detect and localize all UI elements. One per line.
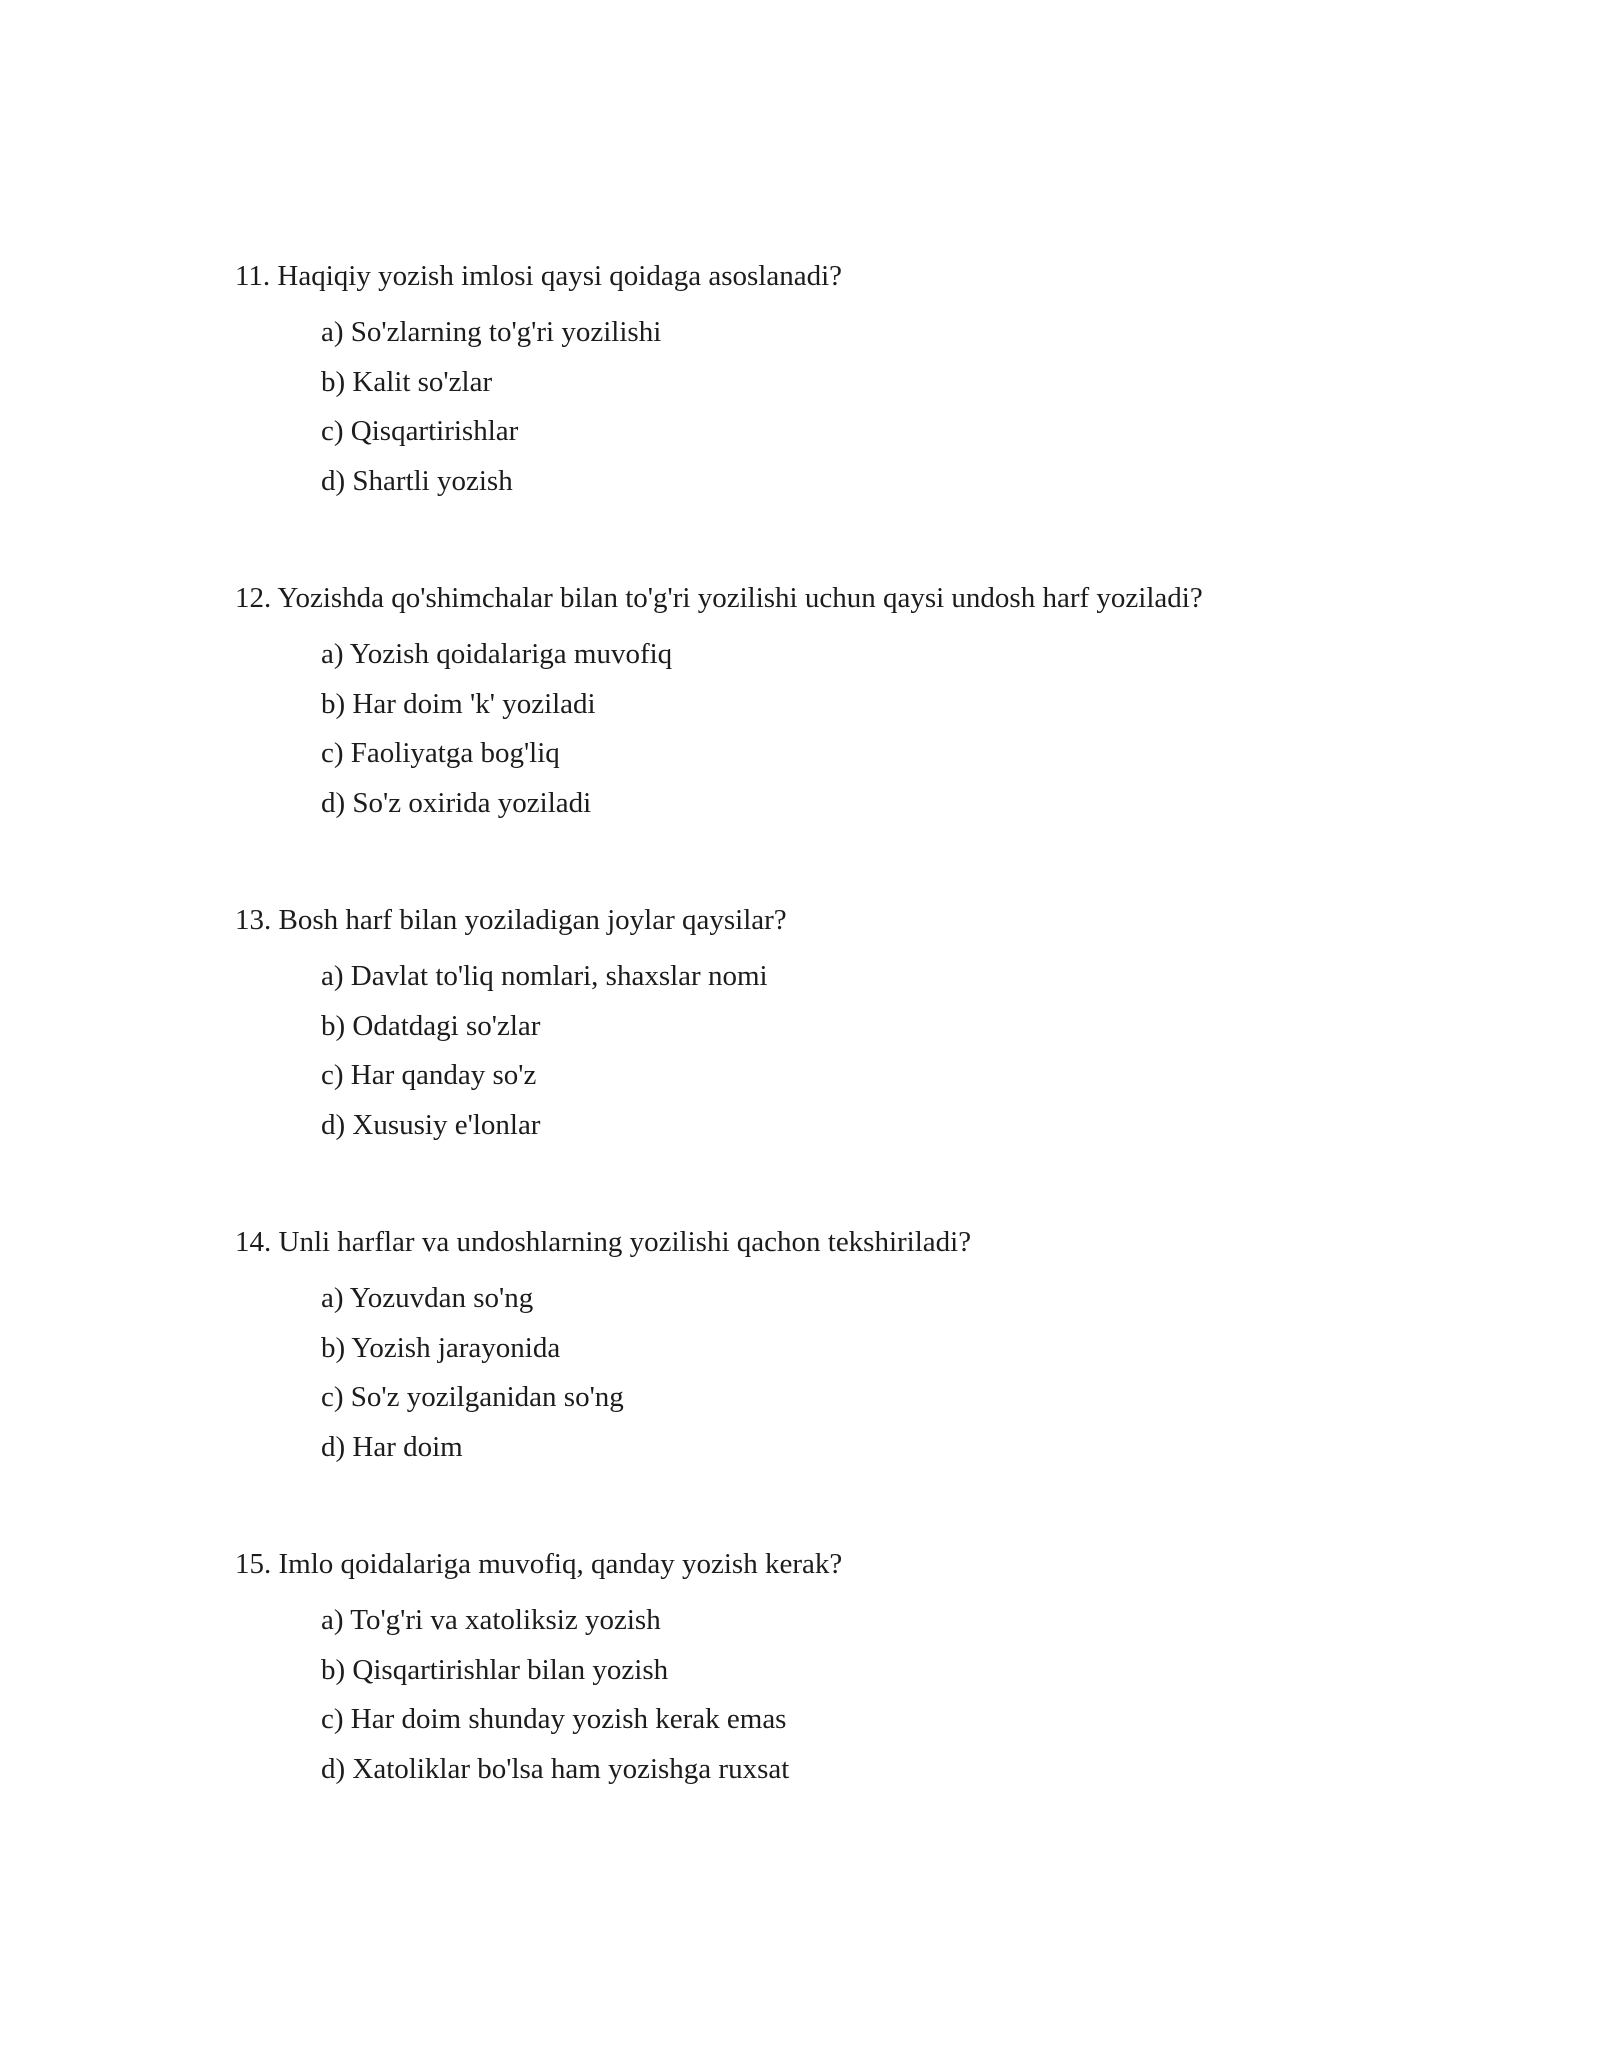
answer-option: a) Davlat to'liq nomlari, shaxslar nomi: [321, 960, 768, 992]
question-text: 12. Yozishda qo'shimchalar bilan to'g'ri yozilishi uchun qaysi undosh harf yoziladi?: [235, 582, 1203, 614]
question-text: 11. Haqiqiy yozish imlosi qaysi qoidaga asoslanadi?: [235, 260, 843, 292]
answer-option: d) Shartli yozish: [321, 464, 513, 497]
question-block: [235, 1542, 1435, 1794]
question-block: [235, 254, 1435, 506]
answer-option: b) Kalit so'zlar: [321, 365, 493, 398]
answer-option: d) So'z oxirida yoziladi: [321, 786, 592, 819]
question-text: 15. Imlo qoidalariga muvofiq, qanday yozish kerak?: [235, 1548, 843, 1580]
answer-option: b) Odatdagi so'zlar: [321, 1009, 541, 1042]
answer-options: [321, 630, 1435, 828]
answer-option: c) Har doim shunday yozish kerak emas: [321, 1703, 787, 1735]
question-text: 13. Bosh harf bilan yoziladigan joylar qaysilar?: [235, 904, 787, 936]
answer-options: [321, 952, 1435, 1150]
answer-option: d) Xususiy e'lonlar: [321, 1108, 541, 1141]
question-block: [235, 898, 1435, 1150]
question-text: 14. Unli harflar va undoshlarning yozilishi qachon tekshiriladi?: [235, 1226, 972, 1258]
answer-options: [321, 308, 1435, 506]
answer-option: d) Har doim: [321, 1430, 463, 1463]
answer-option: c) Faoliyatga bog'liq: [321, 737, 560, 769]
answer-option: d) Xatoliklar bo'lsa ham yozishga ruxsat: [321, 1752, 790, 1785]
answer-option: c) So'z yozilganidan so'ng: [321, 1381, 624, 1413]
answer-option: c) Har qanday so'z: [321, 1059, 537, 1091]
answer-option: b) Har doim 'k' yoziladi: [321, 687, 596, 720]
answer-option: a) Yozuvdan so'ng: [321, 1282, 534, 1314]
answer-option: b) Yozish jarayonida: [321, 1331, 561, 1364]
answer-option: a) To'g'ri va xatoliksiz yozish: [321, 1604, 661, 1636]
answer-option: a) Yozish qoidalariga muvofiq: [321, 638, 673, 670]
answer-options: [321, 1596, 1435, 1794]
question-block: [235, 576, 1435, 828]
answer-option: c) Qisqartirishlar: [321, 415, 519, 447]
answer-option: a) So'zlarning to'g'ri yozilishi: [321, 316, 662, 348]
question-block: [235, 1220, 1435, 1472]
answer-option: b) Qisqartirishlar bilan yozish: [321, 1653, 669, 1686]
answer-options: [321, 1274, 1435, 1472]
